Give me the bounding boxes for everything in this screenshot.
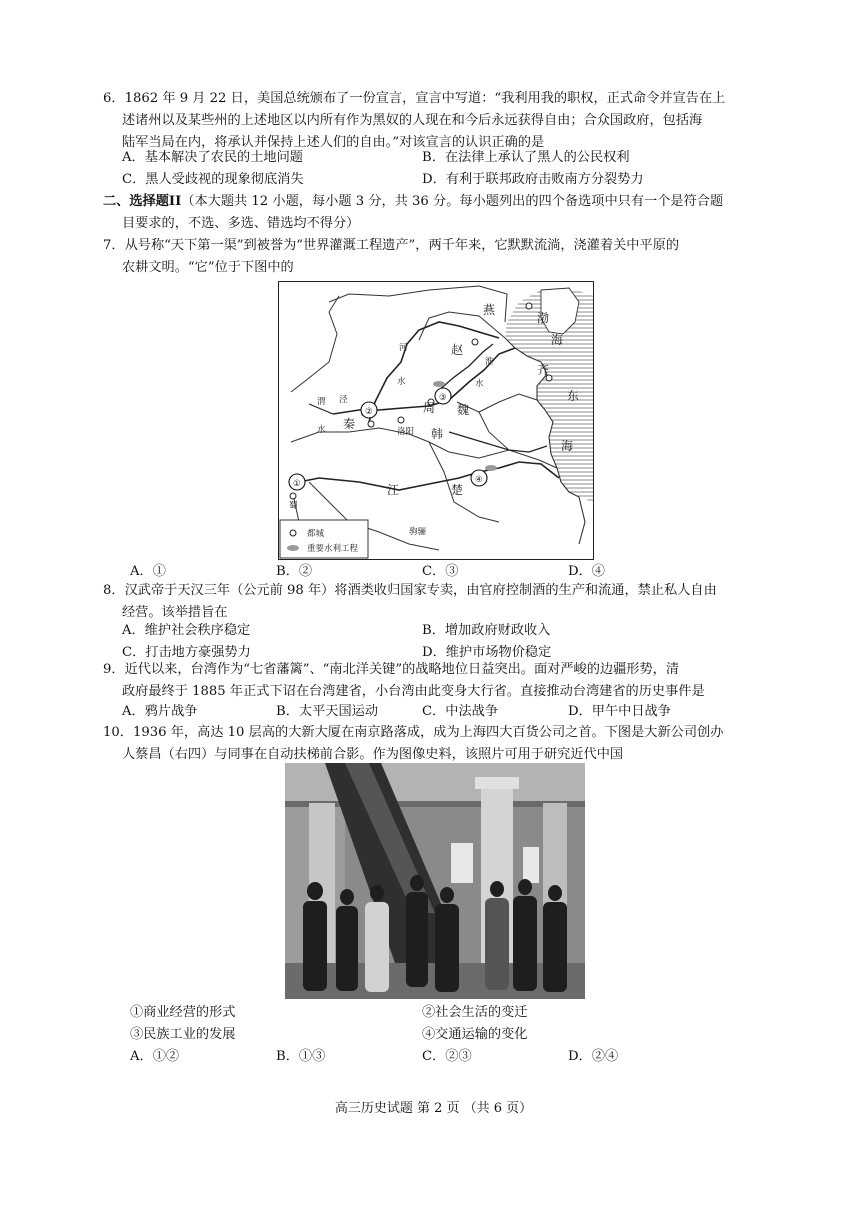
legend-capital: 都城: [307, 529, 325, 539]
marker-4: [471, 470, 487, 486]
q10-option-d: D．②④: [568, 1049, 619, 1064]
section-2-header: [103, 191, 723, 213]
q10-item-4: ④交通运输的变化: [422, 1027, 528, 1042]
q7-line-1: 7．从号称“天下第一渠”到被誉为“世界灌溉工程遗产”，两千年来，它默默流淌，浇灌着关中平原的: [103, 238, 680, 253]
q10-line-1: 10．1936 年，高达 10 层高的大新大厦在南京路落成，成为上海四大百货公司之首。下图是大新公司创办: [103, 725, 724, 740]
waterwork-3: [433, 381, 445, 387]
escalator-photo: [285, 763, 585, 999]
capital-zhao: [472, 339, 478, 345]
label-han: 韩: [431, 427, 444, 441]
svg-text:④: ④: [475, 475, 483, 485]
label-river-jiang: 江: [387, 483, 400, 497]
section-2-title: 二、选择题II: [103, 194, 182, 209]
q8-option-d: D．维护市场物价稳定: [422, 645, 552, 660]
q8-line-2: 经营。该举措旨在: [122, 605, 228, 620]
label-shu: 蜀: [289, 501, 298, 511]
q6-option-a: A．基本解决了农民的土地问题: [122, 150, 303, 165]
page-footer: 高三历史试题 第 2 页 （共 6 页）: [334, 1101, 533, 1116]
q8-option-c: C．打击地方豪强势力: [122, 645, 251, 660]
q7-line-2: 农耕文明。“它”位于下图中的: [122, 260, 294, 275]
map-drawing: [279, 282, 593, 559]
section-2-desc-1: （本大题共 12 小题，每小题 3 分，共 36 分。每小题列出的四个备选项中只有一个是符合题: [181, 194, 724, 209]
map-legend: [280, 520, 368, 558]
q6-option-d: D．有利于联邦政府击败南方分裂势力: [422, 172, 644, 187]
waterwork-4: [485, 465, 497, 471]
label-river-he-2: 淮: [485, 357, 494, 367]
q7-option-b: B．②: [276, 564, 313, 579]
q10-option-c: C．②③: [422, 1049, 472, 1064]
label-zhao: 赵: [451, 343, 464, 357]
marker-2: [361, 402, 377, 418]
marker-3: [435, 388, 451, 404]
label-yan: 燕: [483, 303, 496, 317]
label-luoyang: 洛阳: [397, 427, 415, 437]
q7-option-c: C．③: [422, 564, 459, 579]
q10-item-1: ①商业经营的形式: [130, 1005, 236, 1020]
svg-text:③: ③: [439, 393, 447, 403]
q10-line-2: 人蔡昌（右四）与同事在自动扶梯前合影。作为图像史料，该照片可用于研究近代中国: [122, 747, 624, 762]
capital-shu: [290, 493, 296, 499]
q8-option-b: B．增加政府财政收入: [422, 623, 551, 638]
label-extra: 驹骊: [409, 527, 427, 537]
label-sea-hai-2: 海: [561, 439, 574, 453]
section-2-desc-2: 目要求的，不选、多选、错选均不得分）: [122, 216, 360, 231]
q10-option-b: B．①③: [276, 1049, 326, 1064]
q7-option-a: A．①: [130, 564, 166, 579]
label-qin: 秦: [343, 417, 356, 431]
q9-option-d: D．甲午中日战争: [568, 704, 671, 719]
label-zhou: 周: [423, 401, 436, 415]
label-river-jing: 泾: [339, 395, 348, 405]
label-sea-bo: 渤: [537, 311, 550, 325]
q6-line-1: 6．1862 年 9 月 22 日，美国总统颁布了一份宣言，宣言中写道：“我利用我的职权，正式命令并宣告在上: [103, 91, 726, 106]
label-river-he-1: 河: [399, 343, 408, 353]
svg-text:②: ②: [365, 407, 373, 417]
label-wei: 魏: [457, 403, 470, 417]
svg-text:①: ①: [293, 479, 301, 489]
photo-drawing: [285, 763, 585, 999]
legend-waterwork: 重要水利工程: [307, 544, 359, 554]
q8-option-a: A．维护社会秩序稳定: [122, 623, 251, 638]
q9-option-b: B．太平天国运动: [276, 704, 379, 719]
capital-yan: [526, 303, 532, 309]
label-chu: 楚: [451, 483, 464, 497]
q10-item-3: ③民族工业的发展: [130, 1027, 236, 1042]
marker-1: [289, 474, 305, 490]
label-river-shui-2: 水: [475, 379, 484, 389]
label-river-wei: 渭: [317, 397, 326, 407]
label-sea-dong: 东: [567, 389, 580, 403]
q9-line-2: 政府最终于 1885 年正式下诏在台湾建省，小台湾由此变身大行省。直接推动台湾建省的历史事件是: [122, 684, 705, 699]
q6-option-b: B．在法律上承认了黑人的公民权利: [422, 150, 630, 165]
q9-option-c: C．中法战争: [422, 704, 499, 719]
q10-option-a: A．①②: [130, 1049, 180, 1064]
capital-luoyang: [398, 417, 404, 423]
label-river-shui-1: 水: [397, 377, 406, 387]
capital-qin: [368, 421, 374, 427]
q6-line-2: 述诸州以及某些州的上述地区以内所有作为黑奴的人现在和今后永远获得自由；合众国政府，包括海: [122, 113, 703, 128]
label-sea-hai-1: 海: [551, 333, 564, 347]
label-qi: 齐: [537, 363, 550, 377]
q6-option-c: C．黑人受歧视的现象彻底消失: [122, 172, 304, 187]
q9-line-1: 9．近代以来，台湾作为“七省藩篱”、“南北洋关键”的战略地位日益突出。面对严峻的边疆形势，清: [103, 662, 680, 677]
q9-option-a: A．鸦片战争: [122, 704, 198, 719]
q6-line-3: 陆军当局在内，将承认并保持上述人们的自由。”对该宣言的认识正确的是: [122, 135, 545, 150]
q7-option-d: D．④: [568, 564, 605, 579]
q10-item-2: ②社会生活的变迁: [422, 1005, 528, 1020]
label-river-shui-3: 水: [317, 425, 326, 435]
q8-line-1: 8．汉武帝于天汉三年（公元前 98 年）将酒类收归国家专卖，由官府控制酒的生产和流通，禁止私人自由: [103, 583, 717, 598]
warring-states-map: [278, 281, 594, 560]
